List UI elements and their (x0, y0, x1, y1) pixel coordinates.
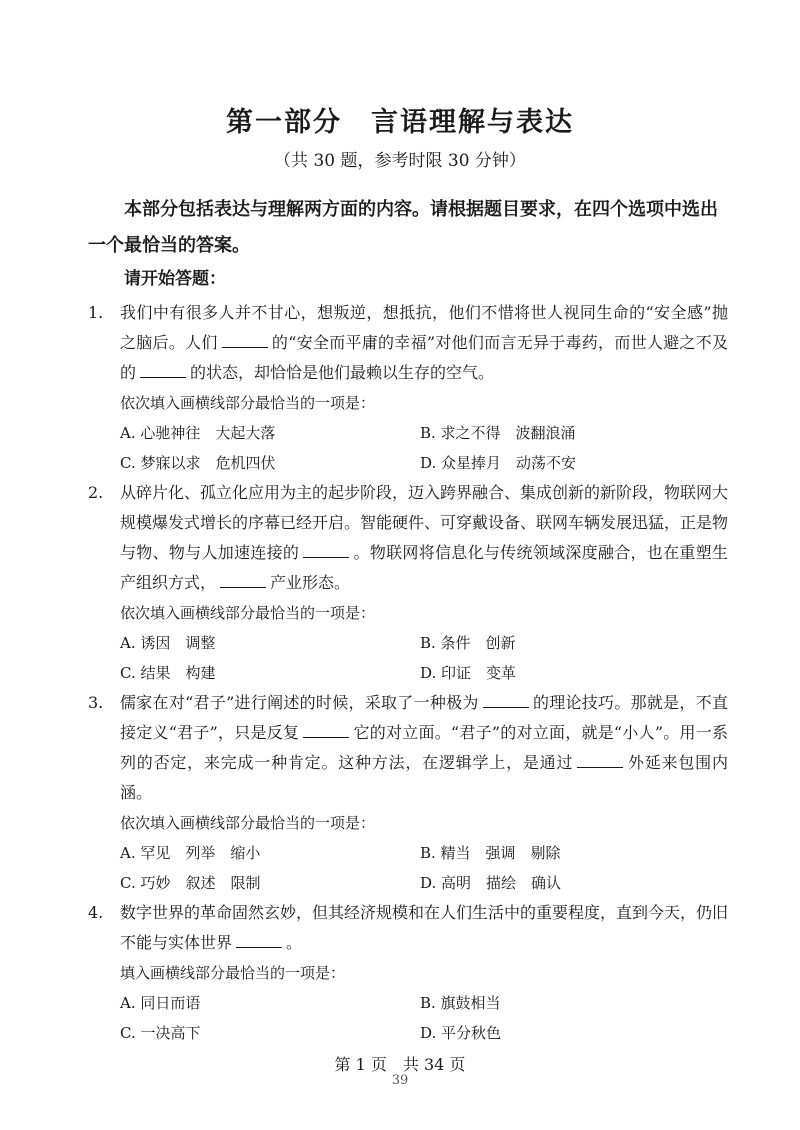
option-d[interactable]: D. 高明 描绘 确认 (420, 874, 562, 892)
stem-text: 。物联网将信息化与传统领域深度融合，也在重塑生产组织方式， (120, 543, 728, 592)
section-title: 第一部分 言语理解与表达 (226, 107, 574, 138)
fill-blank (236, 931, 282, 948)
question-stem (120, 688, 728, 808)
page-number: 39 (391, 1073, 409, 1088)
question-prompt: 填入画横线部分最恰当的一项是： (120, 964, 346, 982)
question-number: 1. (88, 303, 104, 322)
stem-text: 的“安全而平庸的幸福”对他们而言无异于毒药，而世人避之不及的 (120, 333, 728, 382)
question-number: 3. (88, 693, 104, 712)
question-number: 4. (88, 903, 104, 922)
question-list (88, 298, 728, 1048)
option-a[interactable]: A. 心驰神往 大起大落 (120, 424, 276, 442)
question-prompt: 依次填入画横线部分最恰当的一项是： (120, 394, 376, 412)
option-list (120, 628, 728, 688)
option-a[interactable]: A. 同日而语 (120, 994, 201, 1012)
option-c[interactable]: C. 梦寐以求 危机四伏 (120, 454, 276, 472)
question-1 (88, 298, 728, 478)
option-b[interactable]: B. 旗鼓相当 (420, 994, 501, 1012)
option-b[interactable]: B. 条件 创新 (420, 634, 516, 652)
stem-text: 外延来包围内涵。 (120, 753, 728, 802)
stem-text: 从碎片化、孤立化应用为主的起步阶段，迈入跨界融合、集成创新的新阶段，物联网大规模爆发式增长的序幕已经开启。智能硬件、可穿戴设备、联网车辆发展迅猛，正是物与物、物与人加速连接的 (120, 483, 729, 562)
section-subtitle: （共 30 题，参考时限 30 分钟） (274, 151, 526, 171)
option-d[interactable]: D. 印证 变革 (420, 664, 517, 682)
question-2 (88, 478, 728, 688)
fill-blank (303, 721, 349, 738)
stem-text: 数字世界的革命固然玄妙，但其经济规模和在人们生活中的重要程度，直到今天，仍旧不能与实体世界 (120, 903, 729, 952)
stem-text: 。 (286, 933, 303, 952)
option-d[interactable]: D. 众星捧月 动荡不安 (420, 454, 577, 472)
page-footer: 第 1 页 共 34 页 (334, 1055, 466, 1074)
fill-blank (140, 361, 186, 378)
fill-blank (222, 331, 268, 348)
question-3 (88, 688, 728, 898)
stem-text: 的理论技巧。那就是，不直接定义“君子”，只是反复 (120, 693, 728, 742)
option-c[interactable]: C. 结果 构建 (120, 664, 216, 682)
stem-text: 产业形态。 (270, 573, 351, 592)
option-list (120, 838, 728, 898)
question-prompt: 依次填入画横线部分最恰当的一项是： (120, 814, 376, 832)
stem-text: 儒家在对“君子”进行阐述的时候，采取了一种极为 (120, 693, 479, 712)
stem-text: 我们中有很多人并不甘心，想叛逆，想抵抗，他们不惜将世人视同生命的“安全感”抛之脑后。人们 (120, 303, 728, 352)
option-c[interactable]: C. 一决高下 (120, 1024, 201, 1042)
question-stem (120, 298, 728, 388)
stem-text: 它的对立面。“君子”的对立面，就是“小人”。用一系列的否定，来完成一种肯定。这种方法，在逻辑学上，是通过 (120, 723, 728, 772)
option-b[interactable]: B. 精当 强调 剔除 (420, 844, 561, 862)
fill-blank (220, 571, 266, 588)
question-4 (88, 898, 728, 1048)
option-a[interactable]: A. 诱因 调整 (120, 634, 216, 652)
stem-text: 的状态，却恰恰是他们最赖以生存的空气。 (190, 363, 495, 382)
section-intro: 本部分包括表达与理解两方面的内容。请根据题目要求，在四个选项中选出一个最恰当的答案。 (88, 199, 718, 256)
option-list (120, 418, 728, 478)
question-stem (120, 478, 728, 598)
start-instruction: 请开始答题： (124, 269, 226, 289)
question-stem (120, 898, 728, 958)
fill-blank (303, 541, 349, 558)
fill-blank (483, 691, 529, 708)
option-b[interactable]: B. 求之不得 波翻浪涌 (420, 424, 576, 442)
option-d[interactable]: D. 平分秋色 (420, 1024, 502, 1042)
option-a[interactable]: A. 罕见 列举 缩小 (120, 844, 261, 862)
option-list (120, 988, 728, 1048)
option-c[interactable]: C. 巧妙 叙述 限制 (120, 874, 261, 892)
fill-blank (577, 751, 623, 768)
question-number: 2. (88, 483, 104, 502)
question-prompt: 依次填入画横线部分最恰当的一项是： (120, 604, 376, 622)
